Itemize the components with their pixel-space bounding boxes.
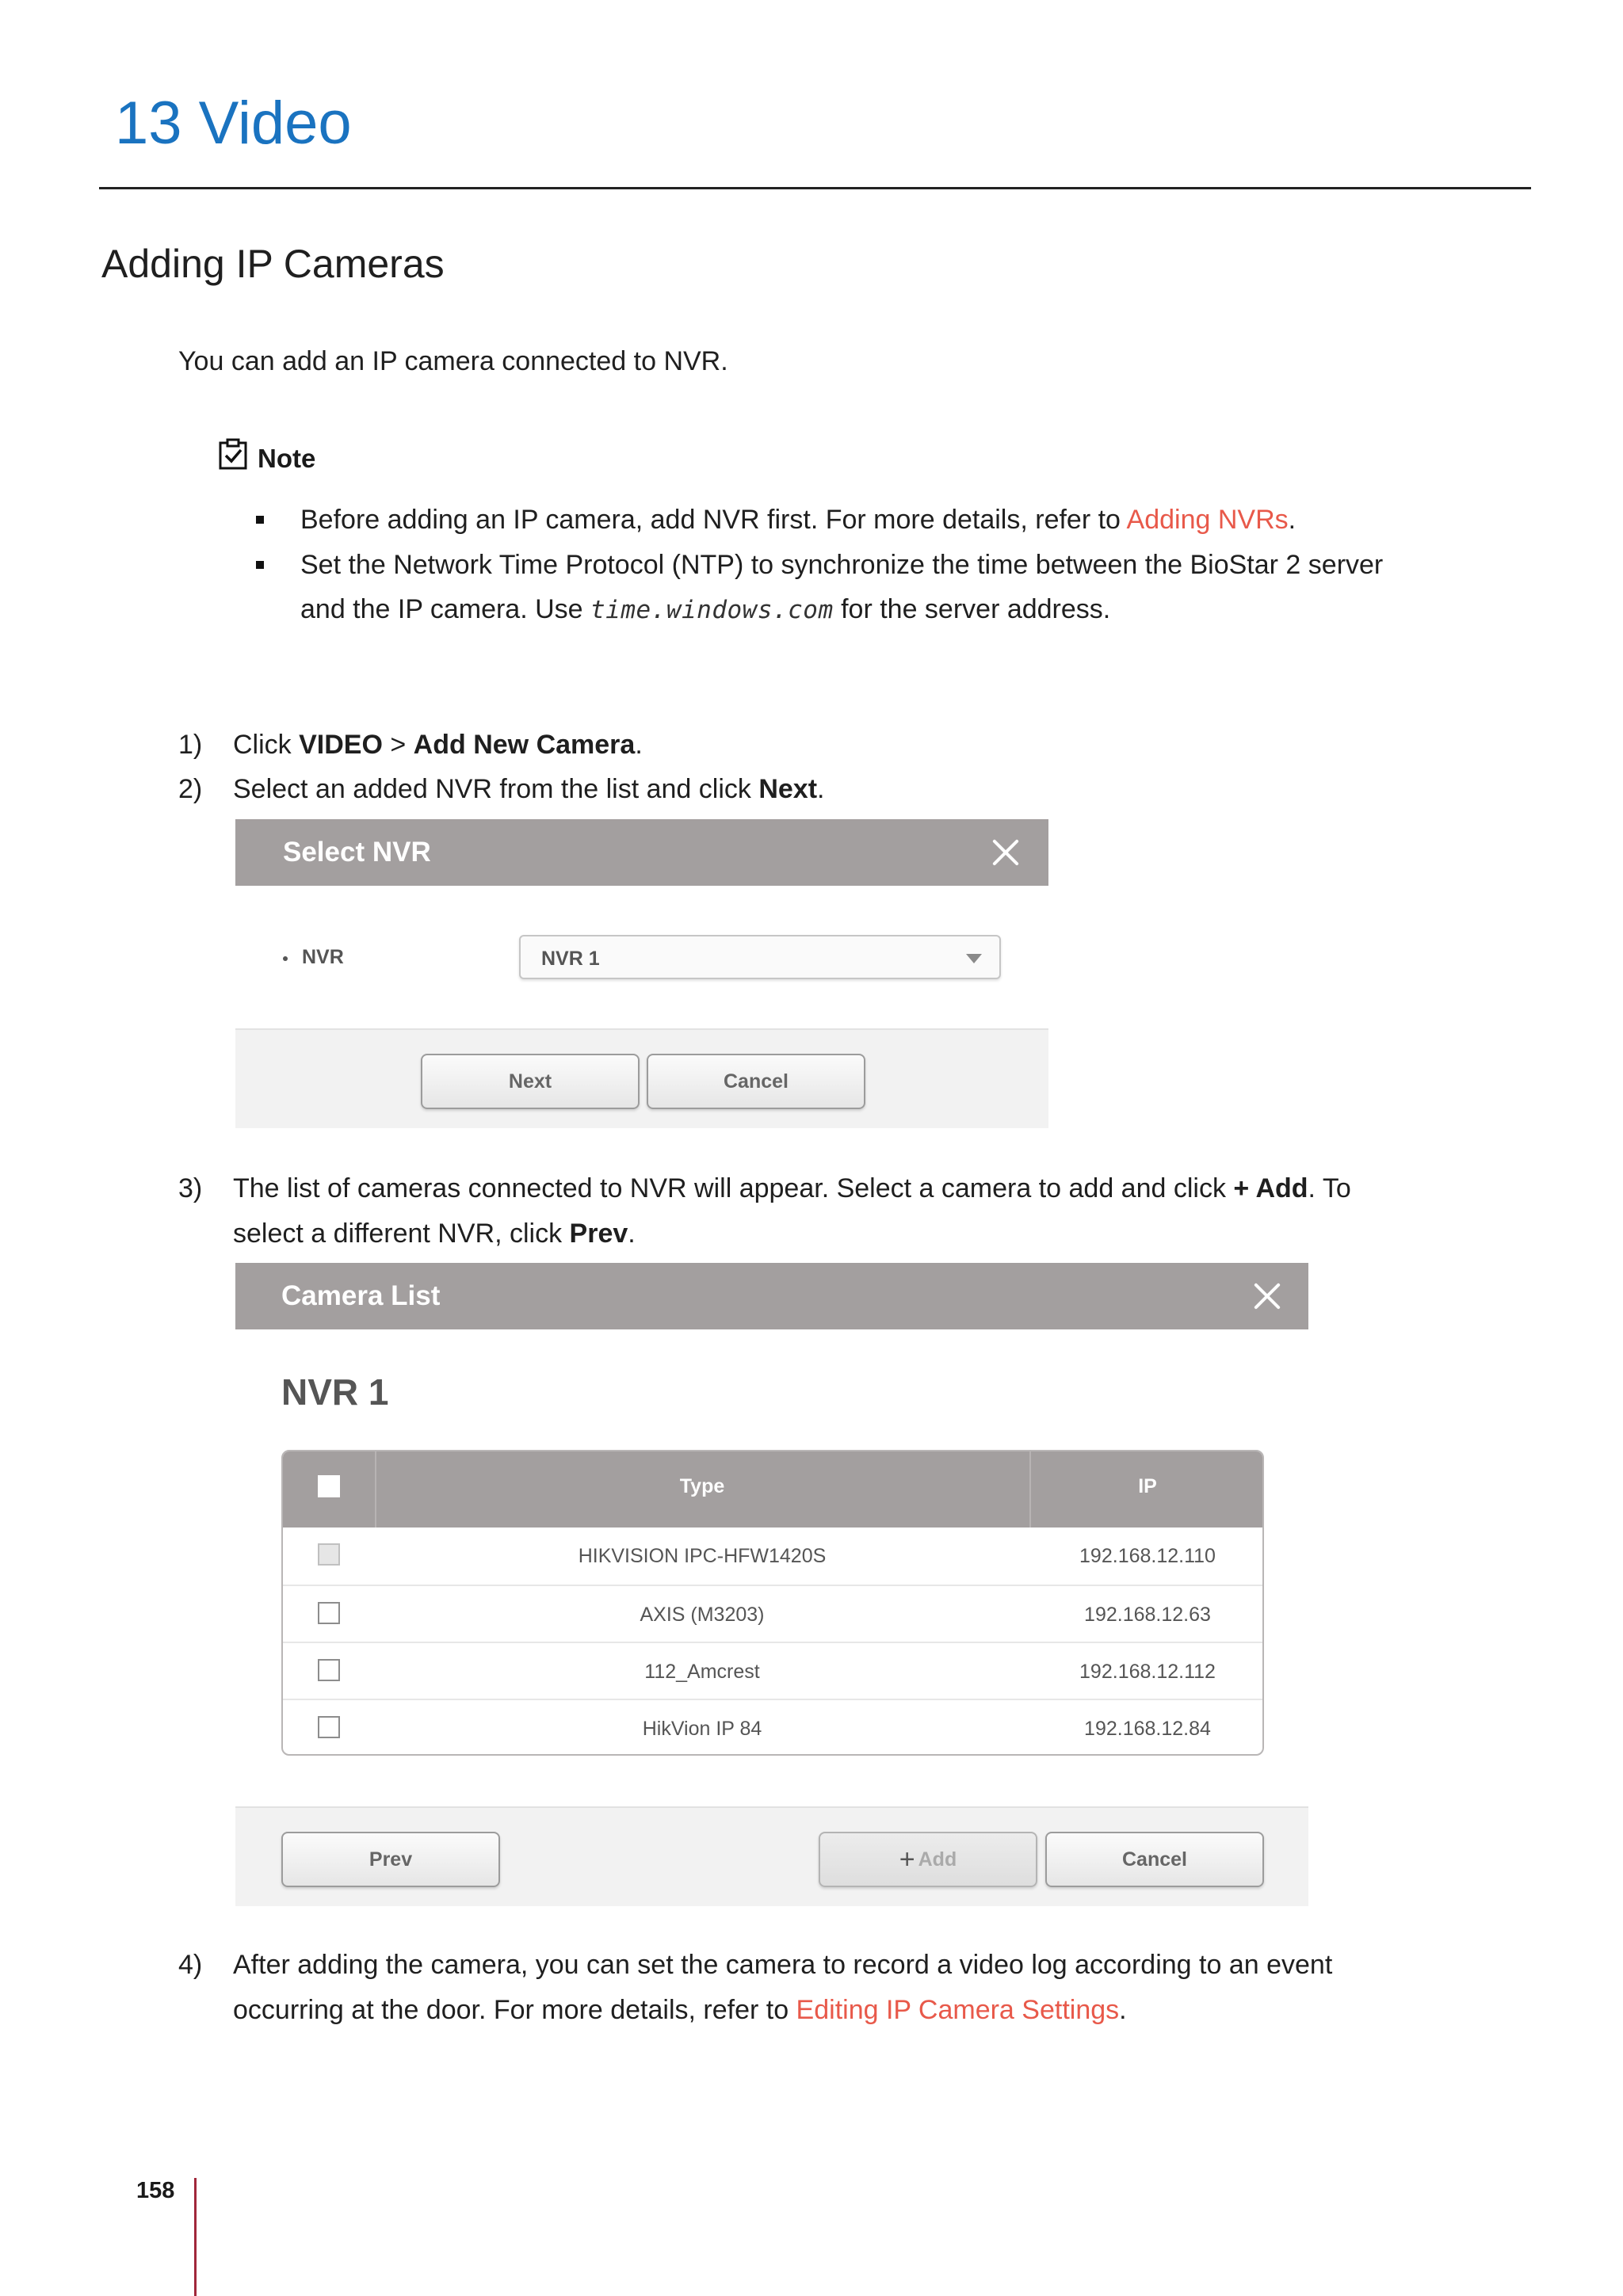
note-bullet-2-line-2: and the IP camera. Use time.windows.com for the server address. (300, 594, 1111, 624)
step-number: 2) (178, 774, 203, 804)
nvr-dropdown-value: NVR 1 (541, 948, 600, 970)
editing-ip-camera-settings-link[interactable]: Editing IP Camera Settings (796, 1995, 1120, 2025)
camera-table (281, 1450, 1264, 1756)
note-label: Note (258, 444, 316, 473)
row-checkbox[interactable] (318, 1716, 340, 1738)
step-1-text: Click VIDEO > Add New Camera. (233, 730, 643, 760)
camera-ip: 192.168.12.63 (1084, 1604, 1211, 1626)
camera-type: HikVion IP 84 (642, 1718, 762, 1740)
dialog-footer (235, 1806, 1308, 1906)
bullet-marker (256, 561, 264, 569)
chapter-divider (99, 187, 1531, 189)
note-bullet-2-line-1: Set the Network Time Protocol (NTP) to synchronize the time between the BioStar 2 server (300, 550, 1384, 580)
dialog-title: Select NVR (283, 837, 431, 868)
intro-paragraph: You can add an IP camera connected to NVR. (178, 346, 728, 376)
dialog-footer (235, 1028, 1048, 1128)
nvr-name-heading: NVR 1 (281, 1371, 389, 1413)
table-row[interactable] (283, 1527, 1262, 1585)
select-all-checkbox[interactable] (318, 1475, 340, 1497)
table-row[interactable] (283, 1585, 1262, 1643)
table-row[interactable] (283, 1699, 1262, 1756)
camera-type: HIKVISION IPC-HFW1420S (578, 1545, 827, 1567)
next-button[interactable]: Next (421, 1054, 640, 1109)
row-checkbox (318, 1543, 340, 1566)
close-icon[interactable] (1253, 1282, 1281, 1310)
select-nvr-dialog (235, 819, 1048, 1127)
step-3-line-2: select a different NVR, click Prev. (233, 1219, 636, 1249)
dialog-header (235, 1263, 1308, 1329)
close-icon[interactable] (991, 838, 1020, 867)
step-4-line-1: After adding the camera, you can set the camera to record a video log according to an event (233, 1950, 1333, 1980)
cancel-button[interactable]: Cancel (647, 1054, 865, 1109)
nvr-dropdown[interactable] (519, 935, 1001, 979)
plus-icon: + (899, 1844, 915, 1875)
chevron-down-icon (966, 954, 982, 963)
row-checkbox[interactable] (318, 1602, 340, 1624)
bullet-marker (256, 516, 264, 524)
required-dot (283, 956, 288, 961)
column-header-ip: IP (1138, 1475, 1157, 1497)
column-header-type: Type (679, 1475, 725, 1497)
step-3-line-1: The list of cameras connected to NVR will appear. Select a camera to add and click + Add. To (233, 1173, 1351, 1203)
step-4-line-2: occurring at the door. For more details, refer to Editing IP Camera Settings. (233, 1995, 1127, 2025)
ntp-server-address: time.windows.com (590, 596, 834, 624)
dialog-title: Camera List (281, 1280, 441, 1311)
table-row[interactable] (283, 1642, 1262, 1700)
section-title: Adding IP Cameras (101, 242, 445, 286)
add-button[interactable] (819, 1832, 1037, 1887)
camera-ip: 192.168.12.84 (1084, 1718, 1211, 1740)
step-2-text: Select an added NVR from the list and click Next. (233, 774, 825, 804)
nvr-field-label: NVR (302, 946, 344, 968)
add-button-label: Add (918, 1848, 957, 1871)
camera-ip: 192.168.12.112 (1079, 1661, 1216, 1683)
dialog-header (235, 819, 1048, 886)
step-number: 3) (178, 1173, 203, 1203)
chapter-title: 13 Video (115, 90, 352, 157)
camera-ip: 192.168.12.110 (1079, 1545, 1216, 1567)
prev-button[interactable]: Prev (281, 1832, 500, 1887)
page-number: 158 (136, 2178, 175, 2203)
cancel-button[interactable]: Cancel (1045, 1832, 1264, 1887)
footer-accent-rule (194, 2178, 197, 2296)
note-bullet-1: Before adding an IP camera, add NVR first. For more details, refer to Adding NVRs. (300, 505, 1296, 535)
step-number: 4) (178, 1950, 203, 1980)
camera-list-dialog (235, 1263, 1308, 1905)
row-checkbox[interactable] (318, 1659, 340, 1681)
adding-nvrs-link[interactable]: Adding NVRs (1126, 505, 1289, 535)
table-header (283, 1451, 1262, 1527)
clipboard-check-icon (218, 438, 248, 470)
camera-type: AXIS (M3203) (640, 1604, 765, 1626)
camera-type: 112_Amcrest (644, 1661, 760, 1683)
step-number: 1) (178, 730, 203, 760)
